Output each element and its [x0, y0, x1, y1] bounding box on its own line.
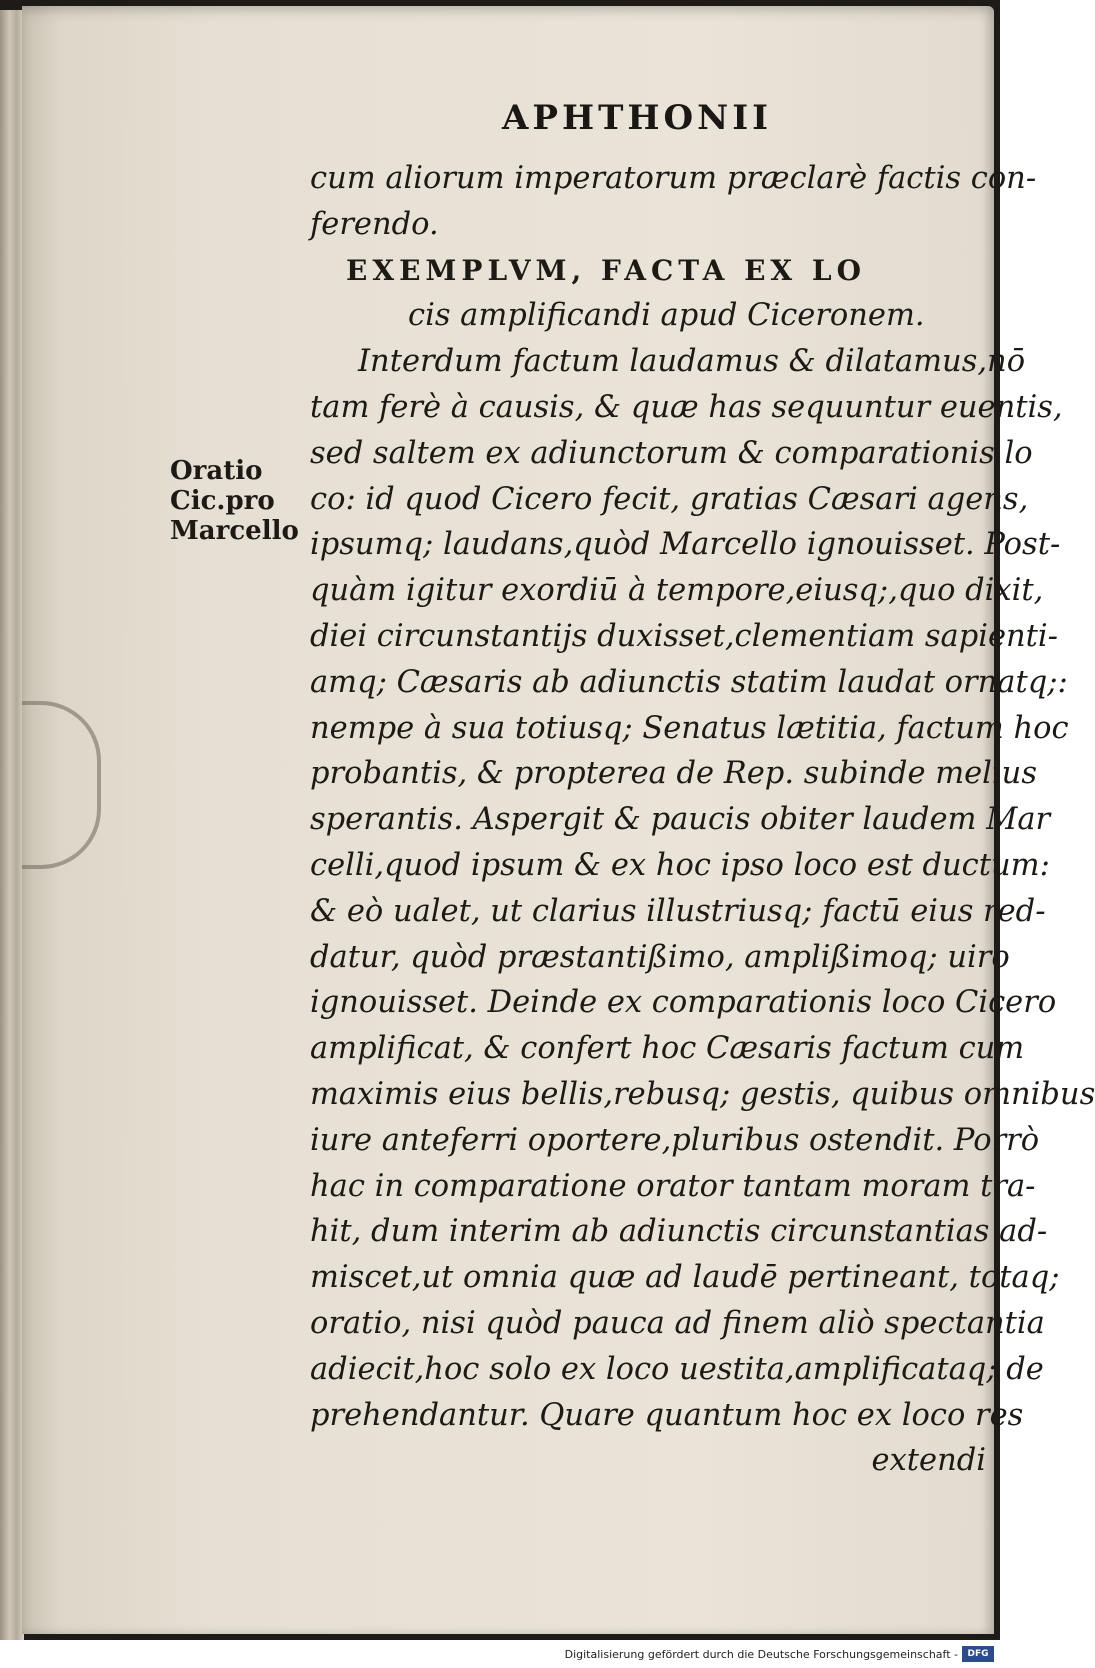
text-line: quàm igitur exordiū à tempore,eiusq;,quo dixit, — [310, 573, 1044, 609]
funding-credit: Digitalisierung gefördert durch die Deutsche Forschungsgemeinschaft - — [564, 1648, 958, 1661]
marginal-note-line: Cic.pro — [170, 486, 275, 516]
section-heading: EXEMPLVM, FACTA EX LO — [346, 253, 866, 287]
text-line: co: id quod Cicero fecit, gratias Cæsari agens, — [310, 481, 1029, 517]
text-line: maximis eius bellis,rebusq; gestis, quibus omnibus — [310, 1076, 1095, 1112]
text-line: ignouisset. Deinde ex comparationis loco Cicero — [310, 985, 1057, 1021]
text-line: ferendo. — [310, 206, 439, 242]
text-line: adiecit,hoc solo ex loco uestita,amplificataq; de — [310, 1351, 1044, 1387]
marginal-note-line: Marcello — [170, 516, 299, 546]
text-line: & eò ualet, ut clarius illustriusq; factū eius red- — [310, 893, 1046, 929]
text-line: ipsumq; laudans,quòd Marcello ignouisset. Post- — [310, 527, 1061, 563]
text-line: amq; Cæsaris ab adiunctis statim laudat ornatq;: — [310, 664, 1068, 700]
text-line: probantis, & propterea de Rep. subinde melius — [310, 756, 1037, 792]
body-text — [310, 156, 1095, 1484]
page-clip — [22, 701, 101, 869]
text-line: sperantis. Aspergit & paucis obiter laudem Mar — [310, 802, 1051, 838]
text-line: prehendantur. Quare quantum hoc ex loco res — [310, 1397, 1024, 1433]
book-page — [22, 6, 1095, 1634]
footer-bar — [0, 1640, 1000, 1668]
text-line: cum aliorum imperatorum præclarè factis con- — [310, 161, 1037, 196]
text-line: datur, quòd præstantißimo, amplißimoq; uiro — [310, 939, 1010, 975]
text-line: iure anteferri oportere,pluribus ostendit. Porrò — [310, 1122, 1040, 1158]
text-line: celli,quod ipsum & ex hoc ipso loco est ductum: — [310, 847, 1050, 883]
text-line: hac in comparatione orator tantam moram tra- — [310, 1168, 1036, 1204]
text-line: oratio, nisi quòd pauca ad finem aliò spectantia — [310, 1305, 1045, 1341]
text-line: Interdum factum laudamus & dilatamus,nō — [358, 344, 1026, 380]
text-line: sed saltem ex adiunctorum & comparationis lo — [310, 435, 1033, 471]
catchword: extendi — [871, 1443, 986, 1479]
text-line: miscet,ut omnia quæ ad laudē pertineant, totaq; — [310, 1260, 1060, 1296]
marginal-note-line: Oratio — [170, 456, 263, 486]
book-fore-edge — [0, 10, 24, 1640]
section-heading-continuation: cis amplificandi apud Ciceronem. — [408, 298, 925, 334]
dfg-logo: DFG — [962, 1646, 994, 1662]
text-line: diei circunstantijs duxisset,clementiam sapienti- — [310, 618, 1058, 654]
text-line: amplificat, & confert hoc Cæsaris factum cum — [310, 1031, 1025, 1067]
marginal-note — [170, 456, 299, 546]
text-line: hit, dum interim ab adiunctis circunstantias ad- — [310, 1214, 1048, 1250]
text-line: tam ferè à causis, & quæ has sequuntur euentis, — [310, 389, 1063, 425]
text-line: nempe à sua totiusq; Senatus lætitia, factum hoc — [310, 710, 1069, 746]
running-head: APHTHONII — [502, 98, 772, 138]
